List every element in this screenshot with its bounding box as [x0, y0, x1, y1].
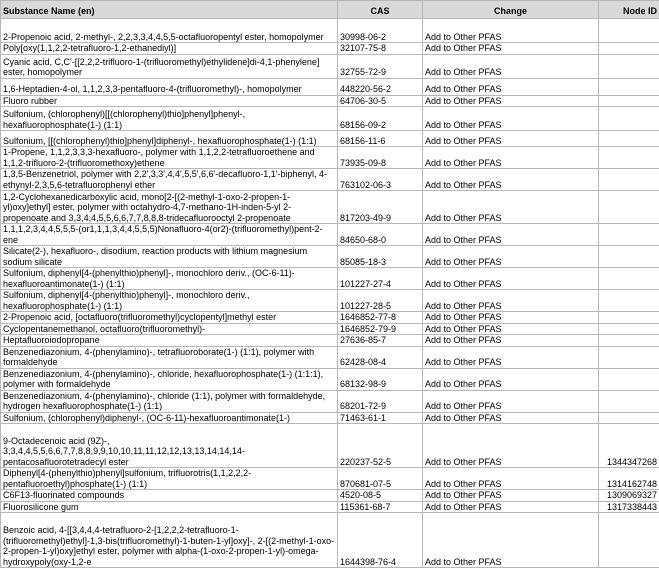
table-row — [1, 490, 659, 502]
change-cell: Add to Other PFAS — [423, 131, 599, 147]
node-id-cell — [599, 19, 659, 43]
substance-name-cell: Benzenediazonium, 4-(phenylamino)-, tetrafluoroborate(1-) (1:1), polymer with formaldehyde — [1, 346, 338, 368]
substance-name-cell: Fluoro rubber — [1, 95, 338, 107]
node-id-cell — [599, 368, 659, 390]
node-id-cell — [599, 169, 659, 191]
cas-cell: 448220-56-2 — [338, 78, 423, 95]
substance-name-cell: Cyclopentanemethanol, octafluoro(trifluoromethyl)- — [1, 323, 338, 335]
substance-name-cell: 1,6-Heptadien-4-ol, 1,1,2,3,3-pentafluoro-4-(trifluoromethyl)-, homopolymer — [1, 78, 338, 95]
table-row — [1, 335, 659, 347]
substance-name-cell: 9-Octadecenoic acid (9Z)-, 3,3,4,4,5,5,6,6,7,7,8,8,9,9,10,10,11,11,12,12,13,13,14,14,14-pentacosafluorotetradecyl ester — [1, 424, 338, 468]
node-id-cell — [599, 513, 659, 568]
cas-cell: 85085-18-3 — [338, 246, 423, 268]
change-cell: Add to Other PFAS — [423, 95, 599, 107]
change-cell: Add to Other PFAS — [423, 490, 599, 502]
table-row — [1, 390, 659, 412]
node-id-cell — [599, 191, 659, 224]
cas-cell: 30998-06-2 — [338, 19, 423, 43]
cas-cell: 101227-28-5 — [338, 290, 423, 312]
substance-name-cell: Sulfonium, (chlorophenyl)diphenyl-, (OC-6-11)-hexafluoroantimonate(1-) — [1, 412, 338, 424]
change-cell: Add to Other PFAS — [423, 412, 599, 424]
substance-name-cell: Sulfonium, diphenyl[4-(phenylthio)phenyl]-, monochloro deriv., (OC-6-11)-hexafluoroantimonate(1-) (1:1) — [1, 268, 338, 290]
cas-cell: 1644398-76-4 — [338, 513, 423, 568]
cas-cell: 220237-52-5 — [338, 424, 423, 468]
change-cell: Add to Other PFAS — [423, 323, 599, 335]
change-cell: Add to Other PFAS — [423, 513, 599, 568]
cas-cell: 68132-98-9 — [338, 368, 423, 390]
cas-cell: 870681-07-5 — [338, 468, 423, 490]
node-id-cell — [599, 54, 659, 78]
node-id-cell — [599, 346, 659, 368]
change-cell: Add to Other PFAS — [423, 390, 599, 412]
cas-cell: 763102-06-3 — [338, 169, 423, 191]
node-id-cell — [599, 78, 659, 95]
node-id-cell — [599, 390, 659, 412]
change-cell: Add to Other PFAS — [423, 43, 599, 55]
table-row — [1, 346, 659, 368]
change-cell: Add to Other PFAS — [423, 78, 599, 95]
cas-cell: 71463-61-1 — [338, 412, 423, 424]
node-id-cell — [599, 412, 659, 424]
change-cell: Add to Other PFAS — [423, 368, 599, 390]
cas-cell: 84650-68-0 — [338, 224, 423, 246]
substance-name-cell: Poly[oxy(1,1,2,2-tetrafluoro-1,2-ethanediyl)] — [1, 43, 338, 55]
cas-cell: 115361-68-7 — [338, 501, 423, 513]
change-cell: Add to Other PFAS — [423, 224, 599, 246]
change-header: Change — [423, 1, 599, 19]
substance-name-cell: 1-Propene, 1,1,2,3,3,3-hexafluoro-, polymer with 1,1,2,2-tetrafluoroethene and 1,1,2-trifluoro-2-(trifluoromethoxy)ethene — [1, 147, 338, 169]
substance-name-cell: 2-Propenoic acid, [octafluoro(trifluoromethyl)cyclopentyl]methyl ester — [1, 312, 338, 324]
substance-name-cell: Heptafluoroiodopropane — [1, 335, 338, 347]
node-id-cell — [599, 335, 659, 347]
substance-name-header: Substance Name (en) — [1, 1, 338, 19]
table-row — [1, 54, 659, 78]
table-row — [1, 169, 659, 191]
cas-cell: 101227-27-4 — [338, 268, 423, 290]
substance-name-cell: C6F13-fluorinated compounds — [1, 490, 338, 502]
node-id-cell — [599, 268, 659, 290]
table-row — [1, 191, 659, 224]
substance-name-cell: Sulfonium, diphenyl[4-(phenylthio)phenyl]-, monochloro deriv., hexafluorophosphate(1-) (1:1) — [1, 290, 338, 312]
substance-name-cell: Fluorosilicone gum — [1, 501, 338, 513]
table-row — [1, 501, 659, 513]
table-row — [1, 312, 659, 324]
change-cell: Add to Other PFAS — [423, 268, 599, 290]
node-id-cell — [599, 131, 659, 147]
substance-name-cell: 1,3,5-Benzenetriol, polymer with 2,2',3,3',4,4',5,5',6,6'-decafluoro-1,1'-biphenyl, 4-ethynyl-2,3,5,6-tetrafluorophenyl ether — [1, 169, 338, 191]
change-cell: Add to Other PFAS — [423, 191, 599, 224]
table-row — [1, 147, 659, 169]
change-cell: Add to Other PFAS — [423, 424, 599, 468]
cas-header: CAS — [338, 1, 423, 19]
table-row — [1, 424, 659, 468]
table-row — [1, 368, 659, 390]
change-cell: Add to Other PFAS — [423, 107, 599, 131]
cas-cell: 68156-09-2 — [338, 107, 423, 131]
substance-name-cell: Sulfonium, (chlorophenyl)[[(chlorophenyl)thio]phenyl]phenyl-, hexafluorophosphate(1-) (1:1) — [1, 107, 338, 131]
cas-cell: 27636-85-7 — [338, 335, 423, 347]
table-row — [1, 107, 659, 131]
node-id-cell — [599, 312, 659, 324]
substance-name-cell: Silicate(2-), hexafluoro-, disodium, reaction products with lithium magnesium sodium silicate — [1, 246, 338, 268]
node-id-cell: 1317338443 — [599, 501, 659, 513]
node-id-header: Node ID — [599, 1, 659, 19]
node-id-cell — [599, 290, 659, 312]
node-id-cell — [599, 43, 659, 55]
table-row — [1, 513, 659, 568]
change-cell: Add to Other PFAS — [423, 169, 599, 191]
cas-cell: 32755-72-9 — [338, 54, 423, 78]
change-cell: Add to Other PFAS — [423, 335, 599, 347]
substance-name-cell: 1,1,1,2,3,4,4,5,5,5-(or1,1,1,3,4,4,5,5,5)Nonafluoro-4(or2)-(trifluoromethyl)pent-2-ene — [1, 224, 338, 246]
table-row — [1, 43, 659, 55]
substance-name-cell: 2-Propenoic acid, 2-methyl-, 2,2,3,3,4,4,5,5-octafluoropentyl ester, homopolymer — [1, 19, 338, 43]
node-id-cell — [599, 224, 659, 246]
table-row — [1, 95, 659, 107]
cas-cell: 817203-49-9 — [338, 191, 423, 224]
change-cell: Add to Other PFAS — [423, 501, 599, 513]
table-row — [1, 323, 659, 335]
cas-cell: 64706-30-5 — [338, 95, 423, 107]
cas-cell: 4520-08-5 — [338, 490, 423, 502]
node-id-cell — [599, 107, 659, 131]
cas-cell: 1646852-77-8 — [338, 312, 423, 324]
table-row — [1, 78, 659, 95]
substance-name-cell: Cyanic acid, C,C'-[[2,2,2-trifluoro-1-(trifluoromethyl)ethylidene]di-4,1-phenylene] ester, homopolymer — [1, 54, 338, 78]
cas-cell: 62428-08-4 — [338, 346, 423, 368]
table-row — [1, 19, 659, 43]
table-row — [1, 268, 659, 290]
table-row — [1, 468, 659, 490]
node-id-cell: 1309069327 — [599, 490, 659, 502]
header-row — [1, 1, 659, 19]
substance-name-cell: Diphenyl[4-(phenylthio)phenyl]sulfonium, trifluorotris(1,1,2,2,2-pentafluoroethyl)phosphate(1-) (1:1) — [1, 468, 338, 490]
change-cell: Add to Other PFAS — [423, 19, 599, 43]
change-cell: Add to Other PFAS — [423, 246, 599, 268]
node-id-cell: 1314162748 — [599, 468, 659, 490]
cas-cell: 68156-11-6 — [338, 131, 423, 147]
change-cell: Add to Other PFAS — [423, 147, 599, 169]
substance-name-cell: Benzenediazonium, 4-(phenylamino)-, chloride, hexafluorophosphate(1-) (1:1:1), polymer with formaldehyde — [1, 368, 338, 390]
cas-cell: 68201-72-9 — [338, 390, 423, 412]
cas-cell: 32107-75-8 — [338, 43, 423, 55]
change-cell: Add to Other PFAS — [423, 54, 599, 78]
node-id-cell — [599, 246, 659, 268]
change-cell: Add to Other PFAS — [423, 468, 599, 490]
substance-name-cell: Benzoic acid, 4-[[3,4,4,4-tetrafluoro-2-[1,2,2,2-tetrafluoro-1-(trifluoromethyl)ethyl]-1,3-bis(trifluoromethyl)-1-buten-1-yl]oxy]-, 2-[(2-methyl-1-oxo-2-propen-1-yl)oxy]ethyl ester, polymer with alpha-(1-oxo-2-propen-1-yl)-omega-hydroxypoly(oxy-1,2-e — [1, 513, 338, 568]
change-cell: Add to Other PFAS — [423, 290, 599, 312]
table-row — [1, 246, 659, 268]
cas-cell: 1646852-79-9 — [338, 323, 423, 335]
table-row — [1, 412, 659, 424]
change-cell: Add to Other PFAS — [423, 312, 599, 324]
table-row — [1, 224, 659, 246]
node-id-cell — [599, 147, 659, 169]
substance-name-cell: Sulfonium, [[(chlorophenyl)thio]phenyl]diphenyl-, hexafluorophosphate(1-) (1:1) — [1, 131, 338, 147]
cas-cell: 73935-09-8 — [338, 147, 423, 169]
node-id-cell: 1344347268 — [599, 424, 659, 468]
change-cell: Add to Other PFAS — [423, 346, 599, 368]
table-row — [1, 131, 659, 147]
node-id-cell — [599, 95, 659, 107]
substance-name-cell: Benzenediazonium, 4-(phenylamino)-, chloride (1:1), polymer with formaldehyde, hydrogen hexafluorophosphate(1-) (1:1) — [1, 390, 338, 412]
substance-name-cell: 1,2-Cyclohexanedicarboxylic acid, mono[2-[(2-methyl-1-oxo-2-propen-1-yl)oxy]ethyl] ester, polymer with octahydro-4,7-methano-1H-inden-5-yl 2-propenoate and 3,3,4,4,5,5,6,6,7,7,8,8,8-tridecafluorooctyl 2-propenoate — [1, 191, 338, 224]
node-id-cell — [599, 323, 659, 335]
table-row — [1, 290, 659, 312]
